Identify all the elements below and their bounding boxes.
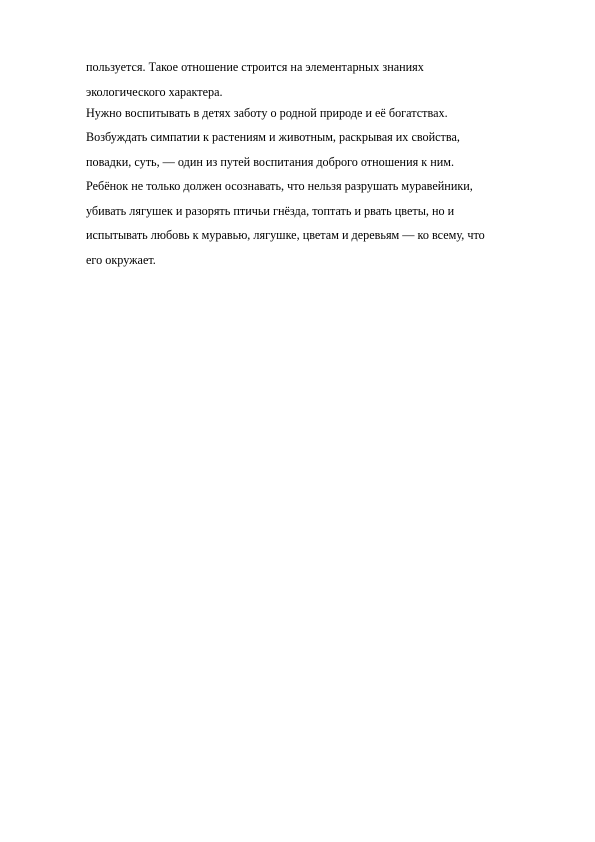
body-text: [86, 60, 556, 277]
text-line-1: пользуется. Такое отношение строится на элементарных знаниях: [86, 60, 424, 74]
text-line-7: убивать лягушек и разорять птичьи гнёзда, топтать и рвать цветы, но и: [86, 203, 455, 218]
text-line-9: его окружает.: [86, 252, 156, 267]
text-line-5: повадки, суть, — один из путей воспитания доброго отношения к ним.: [86, 154, 455, 169]
text-line-3: Нужно воспитывать в детях заботу о родной природе и её богатствах.: [86, 105, 448, 120]
text-line-6: Ребёнок не только должен осознавать, что нельзя разрушать муравейники,: [86, 179, 473, 193]
text-line-4: Возбуждать симпатии к растениям и животным, раскрывая их свойства,: [86, 130, 460, 144]
text-line-8: испытывать любовь к муравью, лягушке, цветам и деревьям — ко всему, что: [86, 228, 485, 242]
text-line-2: экологического характера.: [86, 84, 223, 99]
